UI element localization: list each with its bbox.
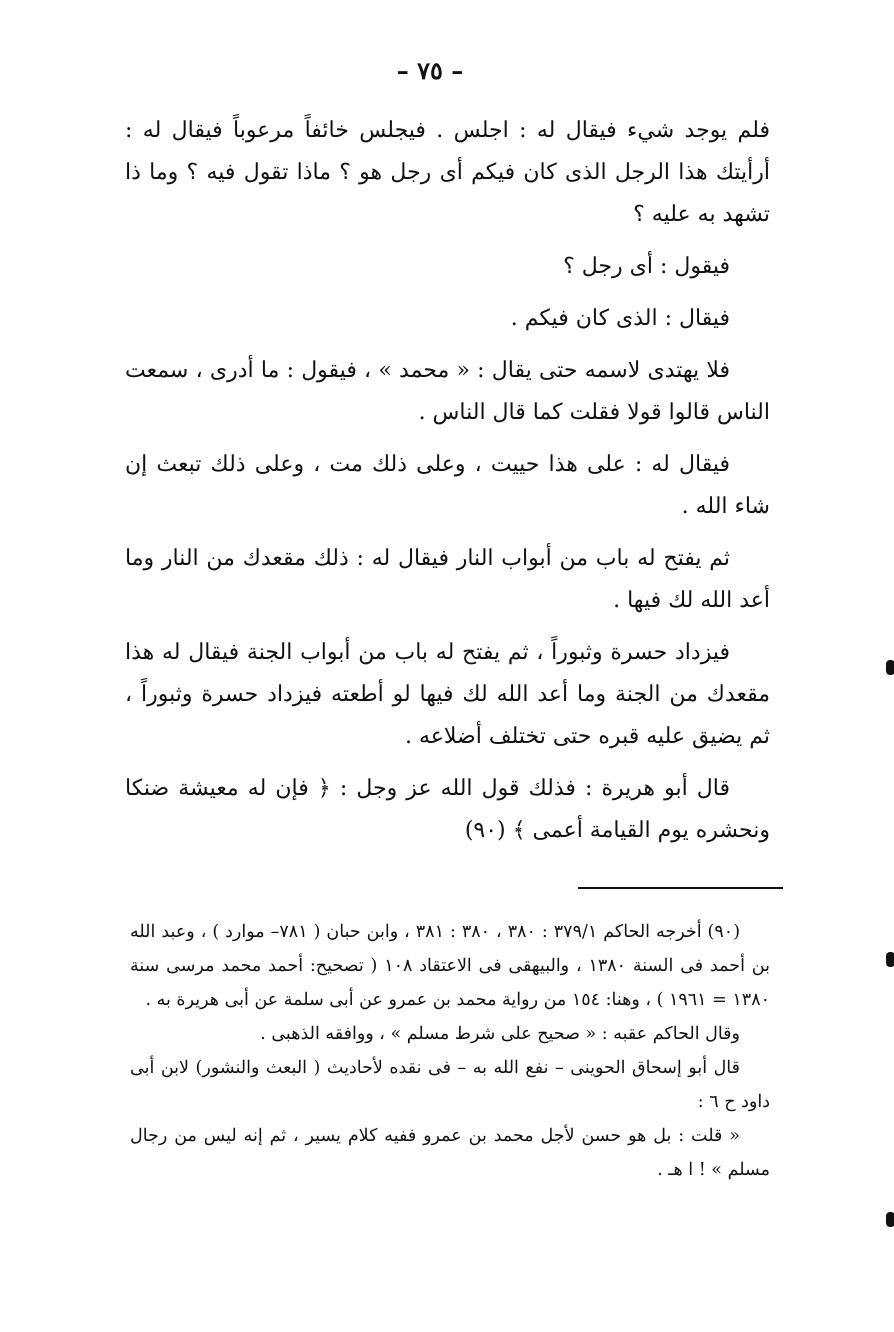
footnotes [130,915,770,1187]
margin-mark [886,952,894,967]
paragraph: قال أبو هريرة : فذلك قول الله عز وجل : ﴿ فإن له معيشة ضنكا ونحشره يوم القيامة أعمى ﴾ (٩٠) [125,776,770,843]
main-text [125,110,770,862]
footnote-divider [578,887,783,889]
footnote-line: (٩٠) أخرجه الحاكم ٣٧٩/١ : ٣٨٠ ، ٣٨٠ : ٣٨١ ، وابن حبان ( ٧٨١– موارد ) ، وعبد الله بن أحمد فى السنة ١٣٨٠ ، والبيهقى فى الاعتقاد ١٠٨ ( تصحيح: أحمد محمد مرسى سنة ١٣٨٠ = ١٩٦١ ) ، وهنا: ١٥٤ من رواية محمد بن عمرو عن أبى سلمة عن أبى هريرة به . [130,922,770,1010]
paragraph: فيزداد حسرة وثبوراً ، ثم يفتح له باب من أبواب الجنة فيقال له هذا مقعدك من الجنة وما أعد الله لك فيها لو أطعته فيزداد حسرة وثبوراً ، ثم يضيق عليه قبره حتى تختلف أضلاعه . [125,640,770,749]
paragraph: فلم يوجد شيء فيقال له : اجلس . فيجلس خائفاً مرعوباً فيقال له : أرأيتك هذا الرجل الذى كان فيكم أى رجل هو ؟ ماذا تقول فيه ؟ وما ذا تشهد به عليه ؟ [125,118,770,227]
paragraph: ثم يفتح له باب من أبواب النار فيقال له : ذلك مقعدك من النار وما أعد الله لك فيها . [125,546,770,613]
paragraph: فلا يهتدى لاسمه حتى يقال : « محمد » ، فيقول : ما أدرى ، سمعت الناس قالوا قولا فقلت كما قال الناس . [125,358,770,425]
footnote-line: « قلت : بل هو حسن لأجل محمد بن عمرو ففيه كلام يسير ، ثم إنه ليس من رجال مسلم » ! ا هـ . [130,1126,770,1180]
footnote-line: وقال الحاكم عقبه : « صحيح على شرط مسلم » ، ووافقه الذهبى . [260,1024,740,1044]
paragraph: فيقال له : على هذا حييت ، وعلى ذلك مت ، وعلى ذلك تبعث إن شاء الله . [125,452,770,519]
footnote-line: قال أبو إسحاق الحوينى – نفع الله به – فى نقده لأحاديث ( البعث والنشور) لابن أبى داود ح ٦ : [130,1058,770,1112]
paragraph: فيقال : الذى كان فيكم . [510,306,730,331]
margin-mark [886,660,894,675]
paragraph: فيقول : أى رجل ؟ [563,254,730,279]
page-number: – ٧٥ – [396,56,464,85]
margin-mark [886,1212,894,1227]
